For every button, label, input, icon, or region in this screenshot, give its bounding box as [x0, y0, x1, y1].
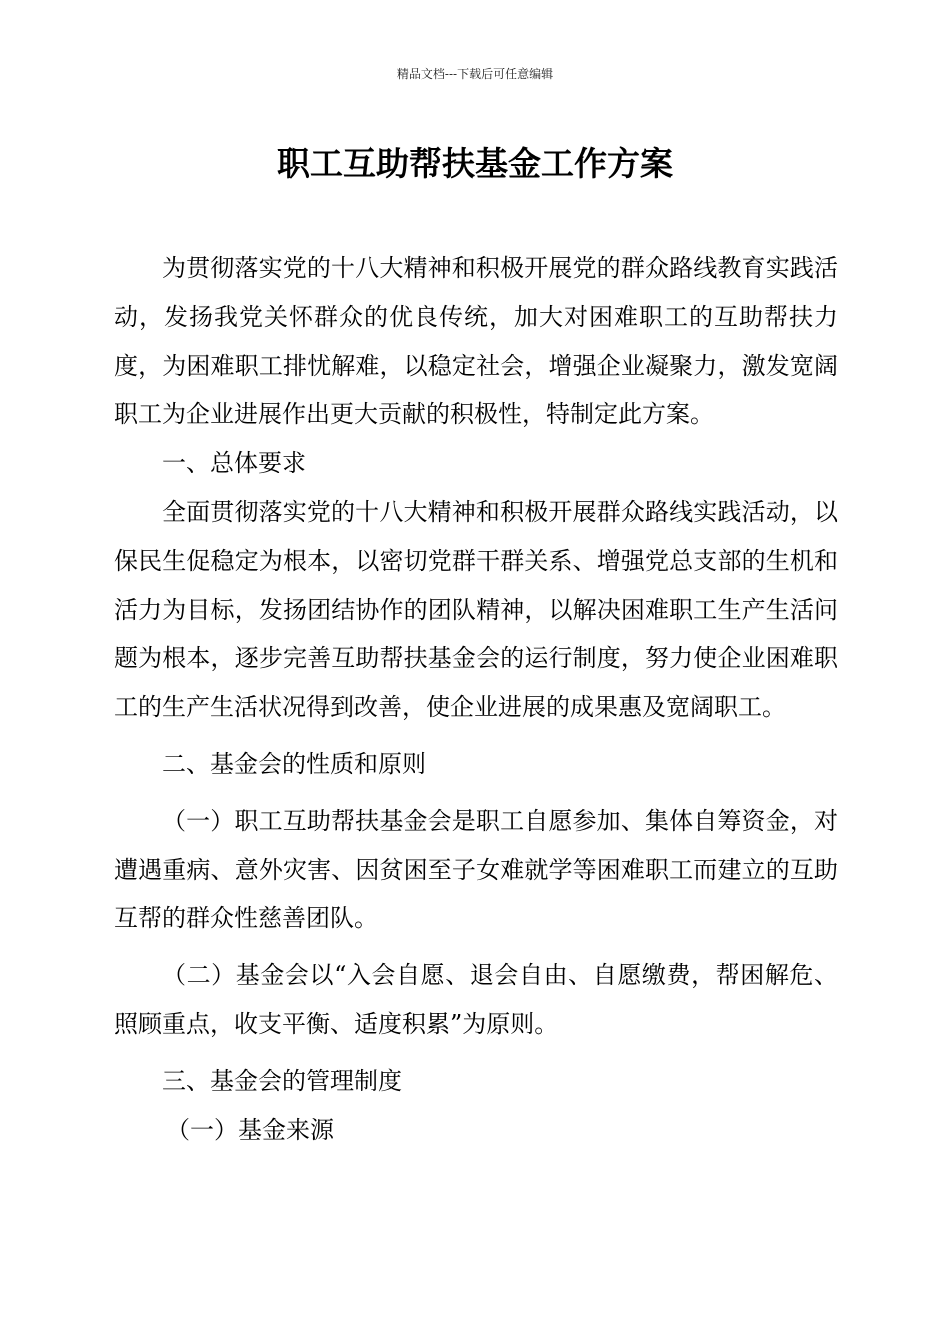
- header-note: 精品文档---下载后可任意编辑: [396, 67, 554, 81]
- paragraph-gap: [114, 732, 838, 740]
- paragraph-overall-requirements: 全面贯彻落实党的十八大精神和积极开展群众路线实践活动，以保民生促稳定为根本，以密切党群干群关系、增强党总支部的生机和活力为目标，发扬团结协作的团队精神，以解决困难职工生产生活问题为根本，逐步完善互助帮扶基金会的运行制度，努力使企业困难职工的生产生活状况得到改善，使企业进展的成果惠及宽阔职工。: [114, 497, 838, 722]
- paragraph-gap: [114, 789, 838, 797]
- section-heading-3: 三、基金会的管理制度: [162, 1066, 402, 1095]
- paragraph-gap: [114, 1049, 838, 1057]
- subsection-heading-fund-source: （一）基金来源: [166, 1115, 334, 1144]
- paragraph-gap: [114, 943, 838, 951]
- paragraph-nature: （一）职工互助帮扶基金会是职工自愿参加、集体自筹资金，对遭遇重病、意外灾害、因贫困至子女难就学等困难职工而建立的互助互帮的群众性慈善团队。: [114, 806, 838, 933]
- paragraph-principles: （二）基金会以“入会自愿、退会自由、自愿缴费，帮困解危、照顾重点，收支平衡、适度积累”为原则。: [114, 961, 838, 1038]
- paragraph-intro: 为贯彻落实党的十八大精神和积极开展党的群众路线教育实践活动，发扬我党关怀群众的优良传统，加大对困难职工的互助帮扶力度，为困难职工排忧解难，以稳定社会，增强企业凝聚力，激发宽阔职工为企业进展作出更大贡献的积极性，特制定此方案。: [114, 254, 838, 429]
- page-title: 职工互助帮扶基金工作方案: [277, 144, 673, 183]
- document-body: [114, 244, 838, 1154]
- section-heading-1: 一、总体要求: [162, 449, 306, 478]
- section-heading-2: 二、基金会的性质和原则: [162, 749, 426, 778]
